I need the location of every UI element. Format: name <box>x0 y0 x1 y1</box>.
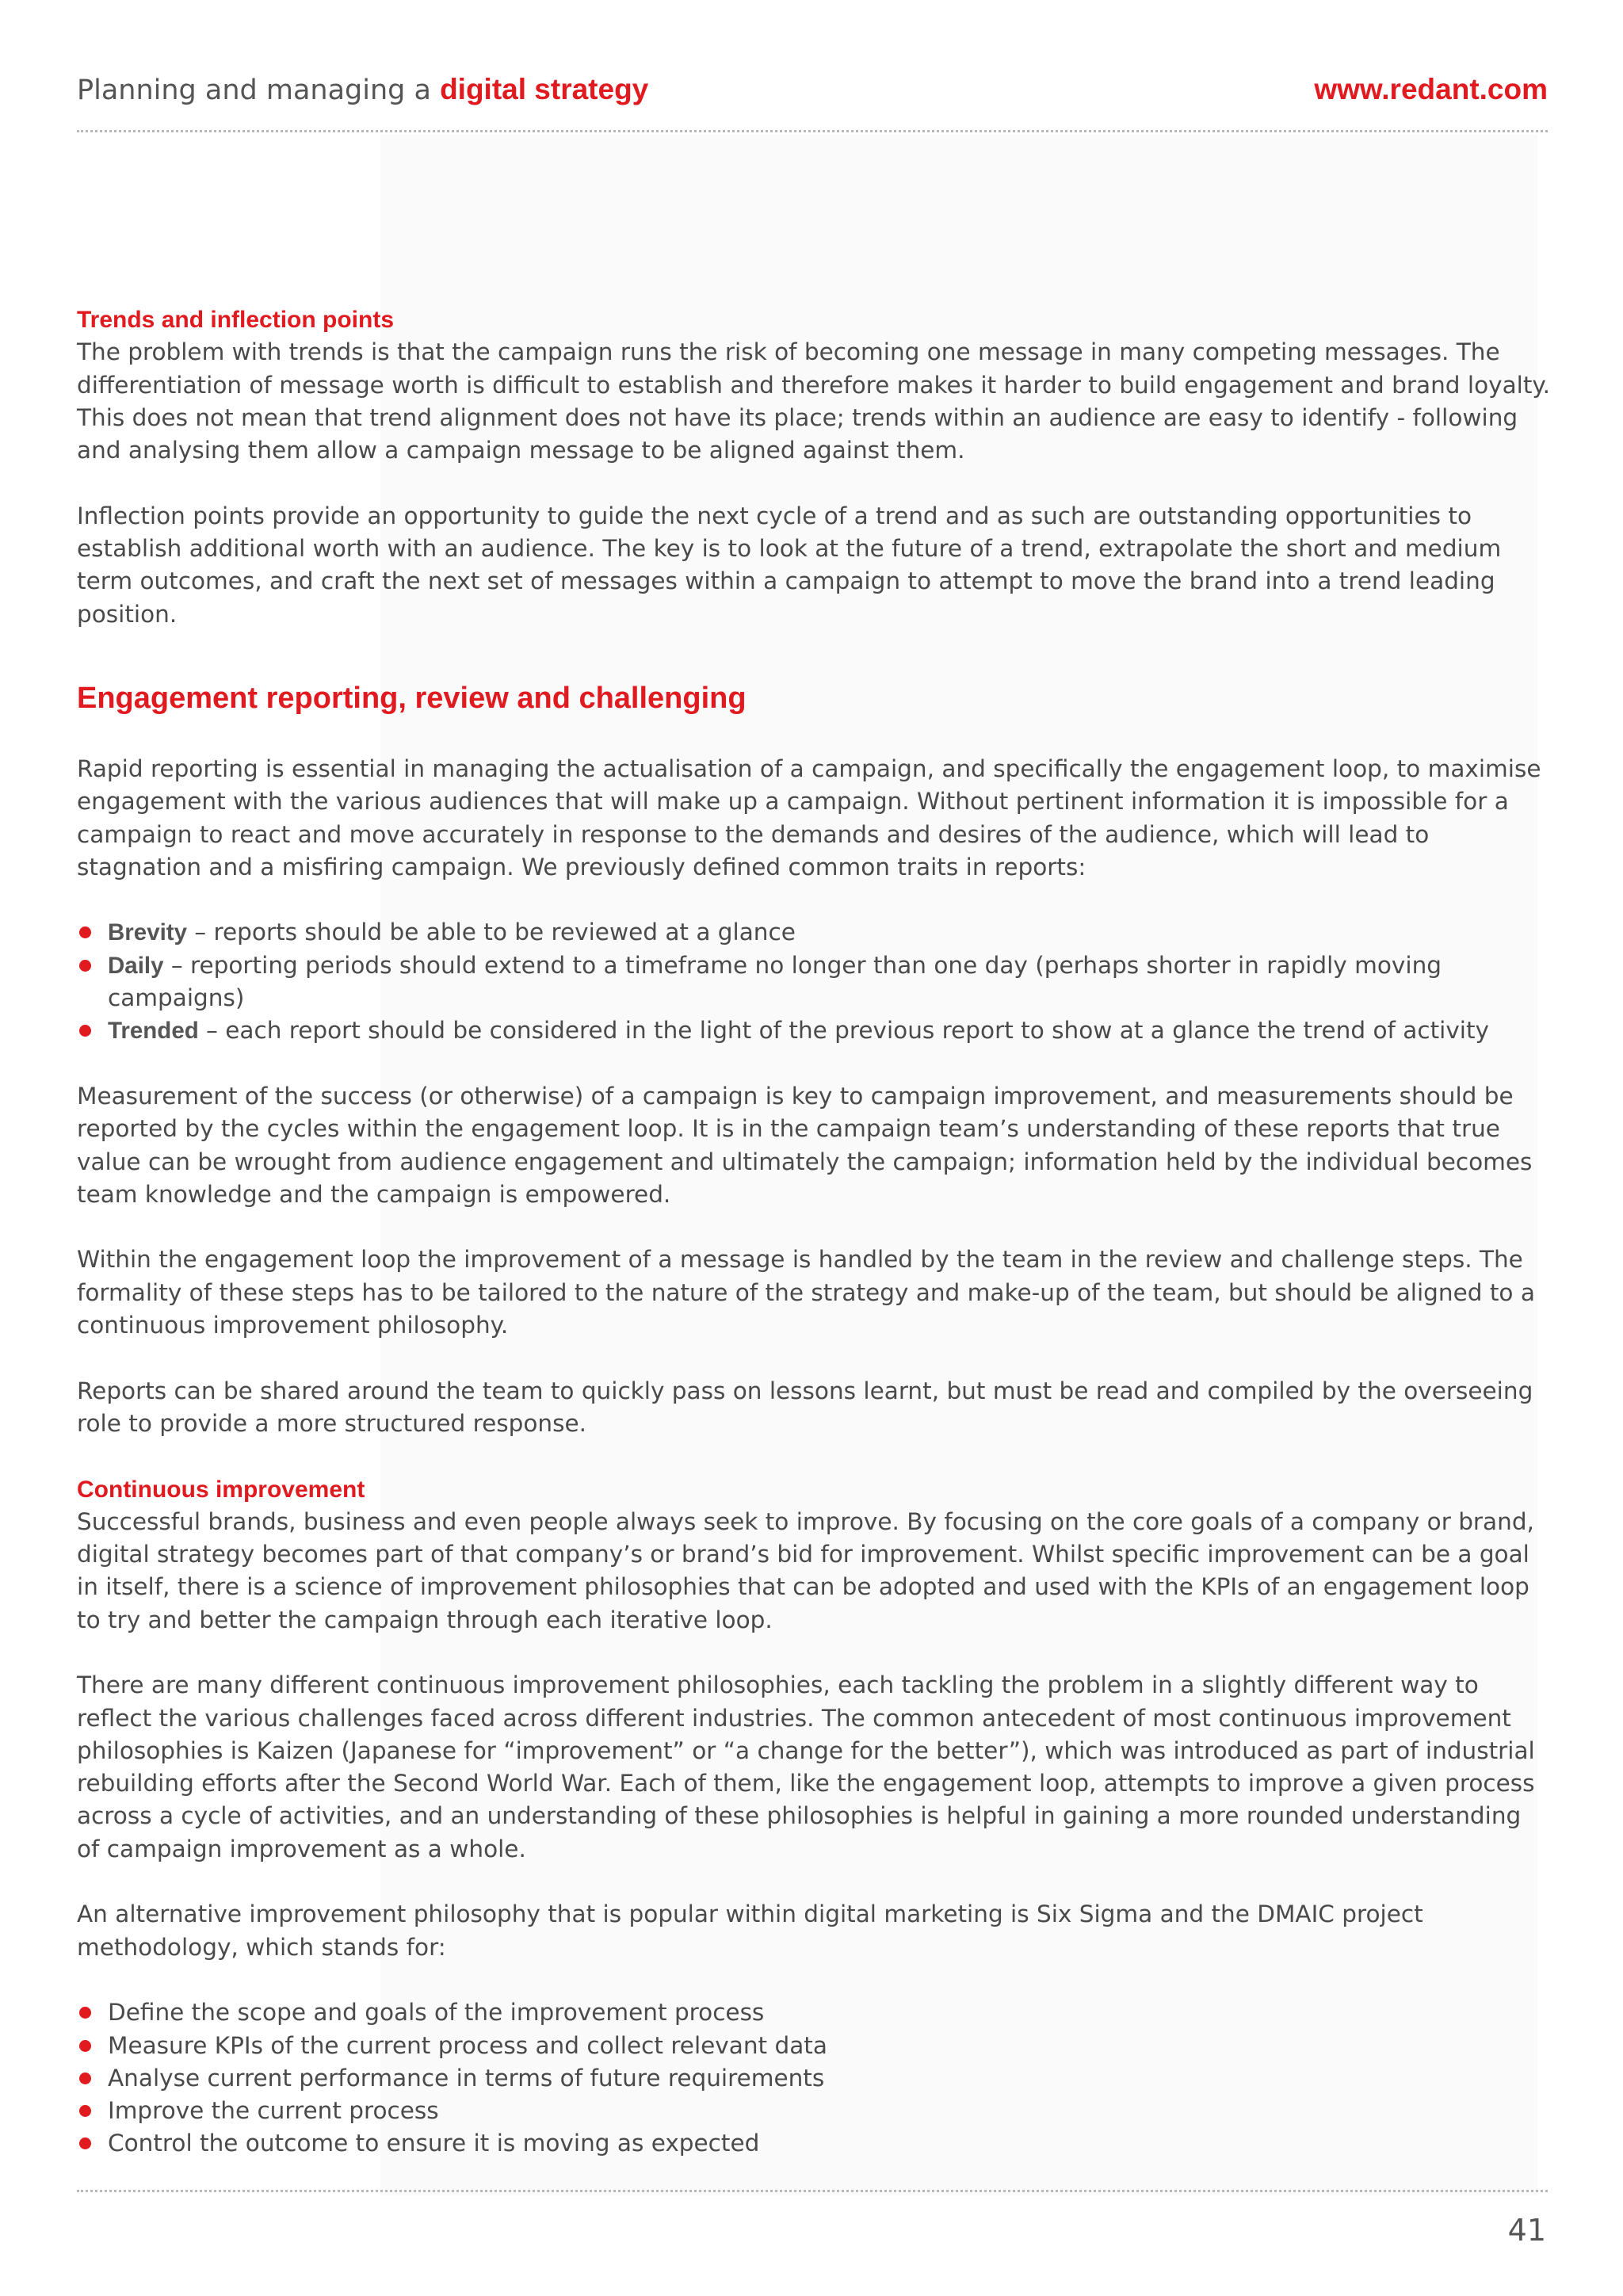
dmaic-list <box>77 1996 1551 2160</box>
document-title: Planning and managing a digital strategy <box>77 73 649 106</box>
bullet-icon <box>79 2073 91 2084</box>
main-content <box>77 304 1551 2193</box>
bullet-icon <box>79 1025 91 1037</box>
title-highlight: digital strategy <box>440 73 649 105</box>
engagement-paragraph-3: Within the engagement loop the improvement of a message is handled by the team in the review and challenge steps. The formality of these steps has to be tailored to the nature of the strategy and make-up of the team, but should be aligned to a continuous improvement philosophy. <box>77 1246 1535 1339</box>
trends-paragraph-1: The problem with trends is that the campaign runs the risk of becoming one message in many competing messages. The differentiation of message worth is difficult to establish and therefore makes it harder to build engagement and brand loyalty. This does not mean that trend alignment does not have its place; trends within an audience are easy to identify - following and analysing them allow a campaign message to be aligned against them. <box>77 338 1551 464</box>
header-divider <box>77 130 1548 132</box>
engagement-paragraph-2: Measurement of the success (or otherwise) of a campaign is key to campaign improvement, and measurements should be reported by the cycles within the engagement loop. It is in the campaign team’s understanding of these reports that true value can be wrought from audience engagement and ultimately the campaign; information held by the individual becomes team knowledge and the campaign is empowered. <box>77 1082 1533 1208</box>
report-traits-list <box>77 916 1551 1047</box>
list-item: Analyse current performance in terms of future requirements <box>77 2062 1551 2095</box>
bullet-icon <box>79 2007 91 2019</box>
ci-paragraph-3: An alternative improvement philosophy that is popular within digital marketing is Six Sigma and the DMAIC project methodology, which stands for: <box>77 1901 1423 1961</box>
list-item: Trended – each report should be considered in the light of the previous report to show at a glance the trend of activity <box>77 1014 1551 1047</box>
list-item: Measure KPIs of the current process and collect relevant data <box>77 2030 1551 2062</box>
list-item: Daily – reporting periods should extend to a timeframe no longer than one day (perhaps shorter in rapidly moving campaigns) <box>77 949 1551 1015</box>
list-item: Improve the current process <box>77 2095 1551 2127</box>
list-item: Control the outcome to ensure it is moving as expected <box>77 2127 1551 2160</box>
website-link[interactable]: www.redant.com <box>1314 73 1548 105</box>
page-header <box>77 70 1548 109</box>
ci-paragraph-2: There are many different continuous improvement philosophies, each tackling the problem in a slightly different way to reflect the various challenges faced across different industries. The common antecedent of most continuous improvement philosophies is Kaizen (Japanese for “improvement” or “a change for the better”), which was introduced as part of industrial rebuilding efforts after the Second World War. Each of them, like the engagement loop, attempts to improve a given process across a cycle of activities, and an understanding of these philosophies is helpful in gaining a more rounded understanding of campaign improvement as a whole. <box>77 1671 1535 1862</box>
engagement-paragraph-4: Reports can be shared around the team to quickly pass on lessons learnt, but must be read and compiled by the overseeing role to provide a more structured response. <box>77 1377 1533 1437</box>
engagement-paragraph-1: Rapid reporting is essential in managing the actualisation of a campaign, and specifically the engagement loop, to maximise engagement with the various audiences that will make up a campaign. Without pertinent information it is impossible for a campaign to react and move accurately in response to the demands and desires of the audience, which will lead to stagnation and a misfiring campaign. We previously defined common traits in reports: <box>77 755 1541 881</box>
footer-divider <box>77 2190 1548 2192</box>
trends-paragraph-2: Inflection points provide an opportunity to guide the next cycle of a trend and as such are outstanding opportunities to establish additional worth with an audience. The key is to look at the future of a trend, extrapolate the short and medium term outcomes, and craft the next set of messages within a campaign to attempt to move the brand into a trend leading position. <box>77 502 1502 628</box>
list-item: Brevity – reports should be able to be reviewed at a glance <box>77 916 1551 949</box>
engagement-heading: Engagement reporting, review and challenging <box>77 681 747 715</box>
list-item: Define the scope and goals of the improvement process <box>77 1996 1551 2029</box>
bullet-icon <box>79 960 91 972</box>
bullet-icon <box>79 2105 91 2117</box>
page-number: 41 <box>1507 2213 1546 2248</box>
bullet-icon <box>79 926 91 938</box>
bullet-icon <box>79 2040 91 2052</box>
trends-heading: Trends and inflection points <box>77 307 395 333</box>
ci-paragraph-1: Successful brands, business and even people always seek to improve. By focusing on the core goals of a company or brand, digital strategy becomes part of that company’s or brand’s bid for improvement. Whilst specific improvement can be a goal in itself, there is a science of improvement philosophies that can be adopted and used with the KPIs of an engagement loop to try and better the campaign through each iterative loop. <box>77 1507 1534 1633</box>
continuous-improvement-heading: Continuous improvement <box>77 1476 365 1503</box>
bullet-icon <box>79 2137 91 2149</box>
